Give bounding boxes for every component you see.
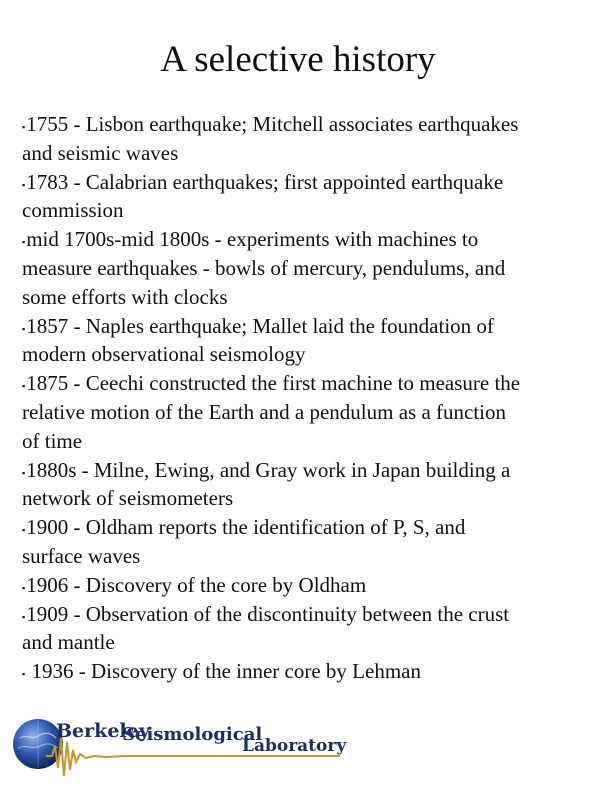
list-item-line: of time — [22, 428, 83, 453]
history-list — [22, 110, 600, 686]
list-item-line: 1783 - Calabrian earthquakes; first appointed earthquake — [26, 169, 504, 194]
list-item-line: surface waves — [22, 543, 141, 568]
logo-word-laboratory: Laboratory — [242, 736, 347, 756]
list-item-line: 1755 - Lisbon earthquake; Mitchell associates earthquakes — [26, 112, 519, 136]
list-item — [22, 312, 600, 370]
list-item-line: and mantle — [22, 630, 115, 655]
list-item — [22, 513, 600, 571]
list-item-line: network of seismometers — [22, 486, 234, 511]
list-item-line: mid 1700s-mid 1800s - experiments with machines to — [26, 227, 479, 252]
list-item — [22, 571, 600, 600]
list-item — [22, 110, 600, 168]
logo-word-berkeley: Berkeley — [56, 720, 150, 742]
list-item-line: commission — [22, 198, 124, 223]
list-item — [22, 369, 600, 455]
bullet-icon: ▪ — [22, 582, 26, 593]
list-item-line: some efforts with clocks — [22, 284, 228, 309]
bullet-icon: ▪ — [22, 323, 26, 334]
list-item — [22, 168, 600, 226]
bullet-icon: ▪ — [22, 237, 26, 248]
list-item-line: 1880s - Milne, Ewing, and Gray work in Japan building a — [26, 457, 511, 482]
bullet-icon: ▪ — [22, 669, 26, 680]
logo-word-seismological: Seismological — [122, 724, 263, 745]
page-title: A selective history — [160, 39, 436, 80]
list-item-line: 1900 - Oldham reports the identification of P, S, and — [26, 515, 466, 540]
bullet-icon: ▪ — [22, 179, 26, 190]
list-item-line: 1909 - Observation of the discontinuity between the crust — [26, 601, 510, 626]
bullet-icon: ▪ — [22, 525, 26, 536]
berkeley-seismological-laboratory-logo — [10, 712, 347, 780]
list-item-line: 1857 - Naples earthquake; Mallet laid the foundation of — [26, 313, 494, 338]
bullet-icon: ▪ — [22, 381, 26, 392]
list-item-line: modern observational seismology — [22, 342, 306, 367]
bullet-icon: ▪ — [22, 611, 26, 622]
list-item-line: relative motion of the Earth and a pendulum as a function — [22, 399, 507, 424]
list-item — [22, 657, 600, 686]
list-item — [22, 225, 600, 311]
bullet-icon: ▪ — [22, 467, 26, 478]
list-item — [22, 600, 600, 658]
list-item-line: measure earthquakes - bowls of mercury, pendulums, and — [22, 255, 506, 280]
bullet-icon: ▪ — [22, 122, 26, 132]
list-item-line: 1875 - Ceechi constructed the first machine to measure the — [26, 371, 521, 396]
list-item-line: and seismic waves — [22, 140, 179, 165]
list-item-line: 1936 - Discovery of the inner core by Lehman — [26, 659, 421, 684]
list-item — [22, 456, 600, 514]
list-item-line: 1906 - Discovery of the core by Oldham — [26, 572, 367, 597]
